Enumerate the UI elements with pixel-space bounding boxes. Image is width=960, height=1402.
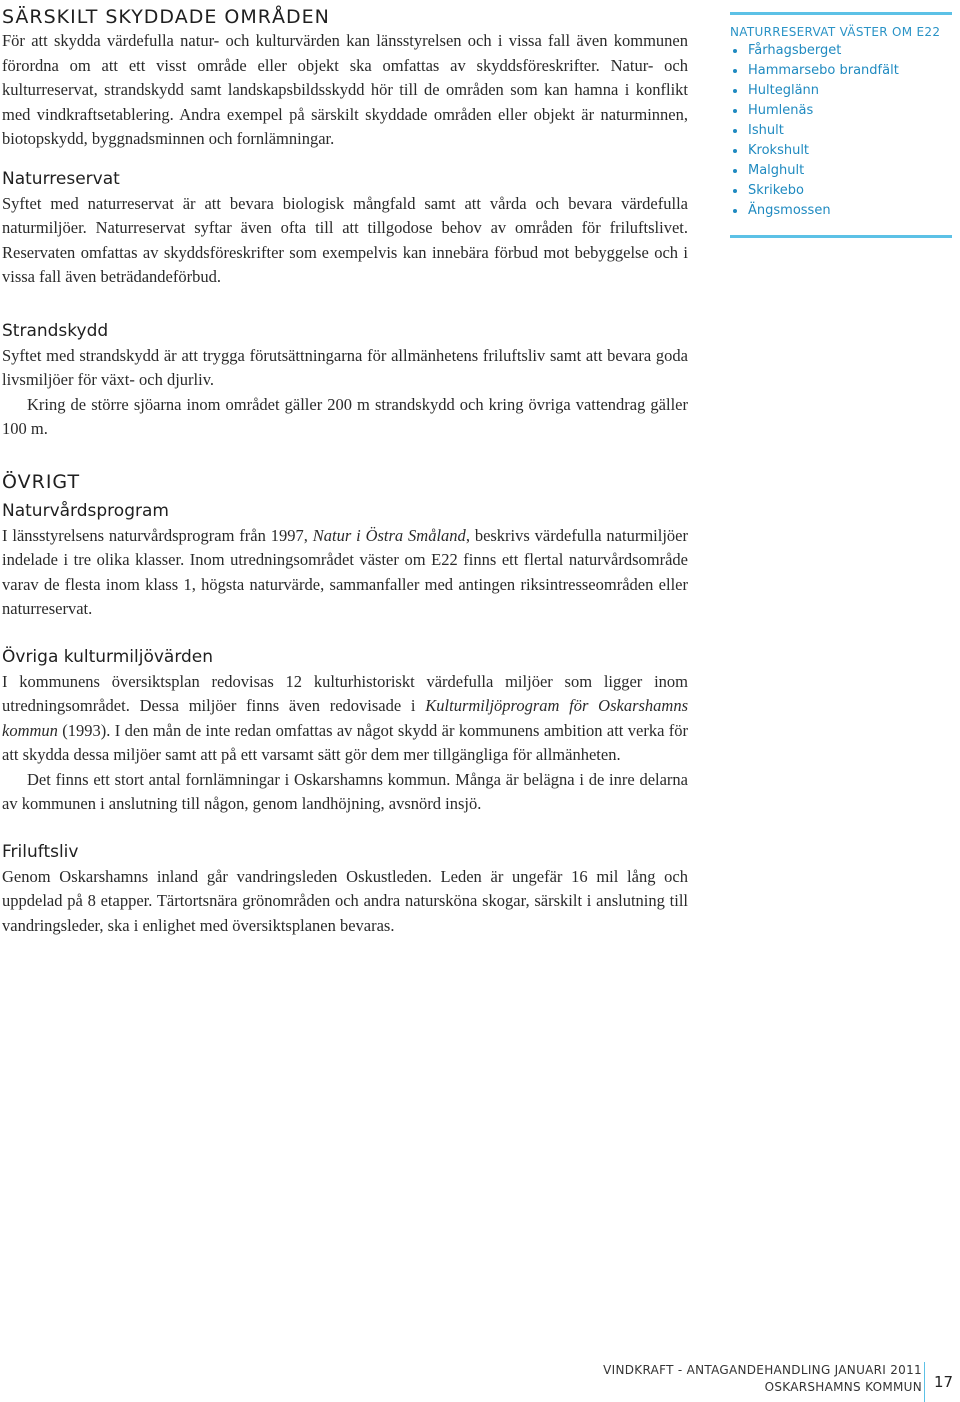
section-title-friluftsliv: Friluftsliv [2, 841, 79, 862]
paragraph-naturvardsprogram-text-b: , beskrivs värdefulla naturmiljöer indelade i tre olika klasser. Inom utredningsområdet väster om E22 finns ett flertal naturvårdsområde varav de flesta inom klass 1, högsta naturvärde, sammanfaller med antingen riksintresseområden eller naturreservat. [2, 525, 688, 618]
bullet-icon [733, 109, 737, 113]
section-title-sarskilt: SÄRSKILT SKYDDADE OMRÅDEN [2, 6, 330, 28]
paragraph-kulturmiljo-title: Kulturmiljöprogram för Oskarshamns kommun [2, 696, 688, 740]
list-item-label: Skrikebo [748, 183, 805, 198]
paragraph-strandskydd-1: Syftet med strandskydd är att trygga förutsättningarna för allmänhetens friluftsliv samt att bevara goda livsmiljöer för växt- och djurliv. [2, 345, 688, 389]
list-item [730, 201, 952, 221]
list-item [730, 41, 952, 61]
list-item-label: Humlenäs [748, 103, 814, 118]
paragraph-naturreservat: Syftet med naturreservat är att bevara biologisk mångfald samt att vårda och bevara värdefulla naturmiljöer. Naturreservat syftar även ofta till att tillgodose behov av områden för friluftslivet. Reservaten omfattas av skyddsföreskrifter som exempelvis kan innebära förbud mot bebyggelse och i vissa fall även beträdandeförbud. [2, 193, 688, 286]
bullet-icon [733, 49, 737, 53]
paragraph-kulturmiljo-text-a: I kommunens översiktsplan redovisas 12 kulturhistoriskt värdefulla miljöer som ligger inom utredningsområdet. Dessa miljöer finns även redovisade i [2, 671, 688, 715]
paragraph-naturvardsprogram-title: Natur i Östra Småland [312, 525, 466, 545]
list-item [730, 61, 952, 81]
page-footer [603, 1362, 922, 1396]
bullet-icon [733, 129, 737, 133]
paragraph-kulturmiljo-2: Det finns ett stort antal fornlämningar i Oskarshamns kommun. Många är belägna i de inre delarna av kommunen i anslutning till någon, genom landhöjning, avsnörd insjö. [2, 769, 688, 813]
section-title-strandskydd: Strandskydd [2, 320, 109, 341]
bullet-icon [733, 69, 737, 73]
list-item [730, 141, 952, 161]
paragraph-naturvardsprogram-text-a: I länsstyrelsens naturvårdsprogram från 1997, [2, 525, 313, 545]
list-item-label: Hammarsebo brandfält [748, 63, 899, 78]
list-item [730, 181, 952, 201]
main-content [0, 0, 688, 938]
bullet-icon [733, 189, 737, 193]
paragraph-naturvardsprogram [2, 524, 688, 622]
bullet-icon [733, 149, 737, 153]
page-number: 17 [934, 1373, 954, 1391]
bullet-icon [733, 169, 737, 173]
list-item-label: Ishult [748, 123, 784, 138]
list-item-label: Fårhagsberget [748, 43, 842, 58]
section-title-naturreservat: Naturreservat [2, 168, 120, 189]
list-item-label: Malghult [748, 163, 805, 178]
paragraph-sarskilt: För att skydda värdefulla natur- och kulturvärden kan länsstyrelsen och i vissa fall även kommunen förordna om att ett visst område eller objekt ska omfattas av skyddsföreskrifter. Natur- och kulturreservat, strandskydd samt landskapsbildsskydd hör till de områden som kan hamna i konflikt med vindkraftsetablering. Andra exempel på särskilt skyddade områden eller objekt är naturminnen, biotopskydd, byggnadsminnen och fornlämningar. [2, 31, 688, 148]
list-item [730, 101, 952, 121]
list-item-label: Krokshult [748, 143, 810, 158]
sidebar-title: NATURRESERVAT VÄSTER OM E22 [730, 25, 941, 39]
footer-divider [924, 1362, 925, 1402]
footer-organization: OSKARSHAMNS KOMMUN [764, 1380, 922, 1394]
paragraph-friluftsliv: Genom Oskarshamns inland går vandringsleden Oskustleden. Leden är ungefär 16 mil lång och uppdelad på 8 etapper. Tärtortsnära grönområden och andra natursköna skogar, särskilt i anslutning till vandringsleder, ska i enlighet med översiktsplanen bevaras. [2, 866, 688, 935]
list-item [730, 121, 952, 141]
sidebar-list [730, 41, 952, 221]
paragraph-kulturmiljo-text-b: (1993). I den mån de inte redan omfattas av något skydd är kommunens ambition att verka för att skydda dessa miljöer samt att på ett varsamt sätt gör dem mer tillgängliga för allmänheten. [2, 720, 688, 764]
section-title-ovrigt: ÖVRIGT [2, 470, 81, 493]
footer-document-title: VINDKRAFT - ANTAGANDEHANDLING JANUARI 2011 [603, 1363, 922, 1377]
list-item [730, 161, 952, 181]
section-title-naturvardsprogram: Naturvårdsprogram [2, 500, 169, 521]
bullet-icon [733, 89, 737, 93]
bullet-icon [733, 209, 737, 213]
paragraph-strandskydd-2: Kring de större sjöarna inom området gäller 200 m strandskydd och kring övriga vattendrag gäller 100 m. [2, 394, 688, 438]
paragraph-kulturmiljo-1 [2, 670, 688, 768]
list-item-label: Hulteglänn [748, 83, 820, 98]
list-item [730, 81, 952, 101]
sidebar-naturreservat [730, 12, 952, 238]
section-title-kulturmiljovarden: Övriga kulturmiljövärden [2, 646, 214, 667]
list-item-label: Ängsmossen [748, 203, 831, 218]
